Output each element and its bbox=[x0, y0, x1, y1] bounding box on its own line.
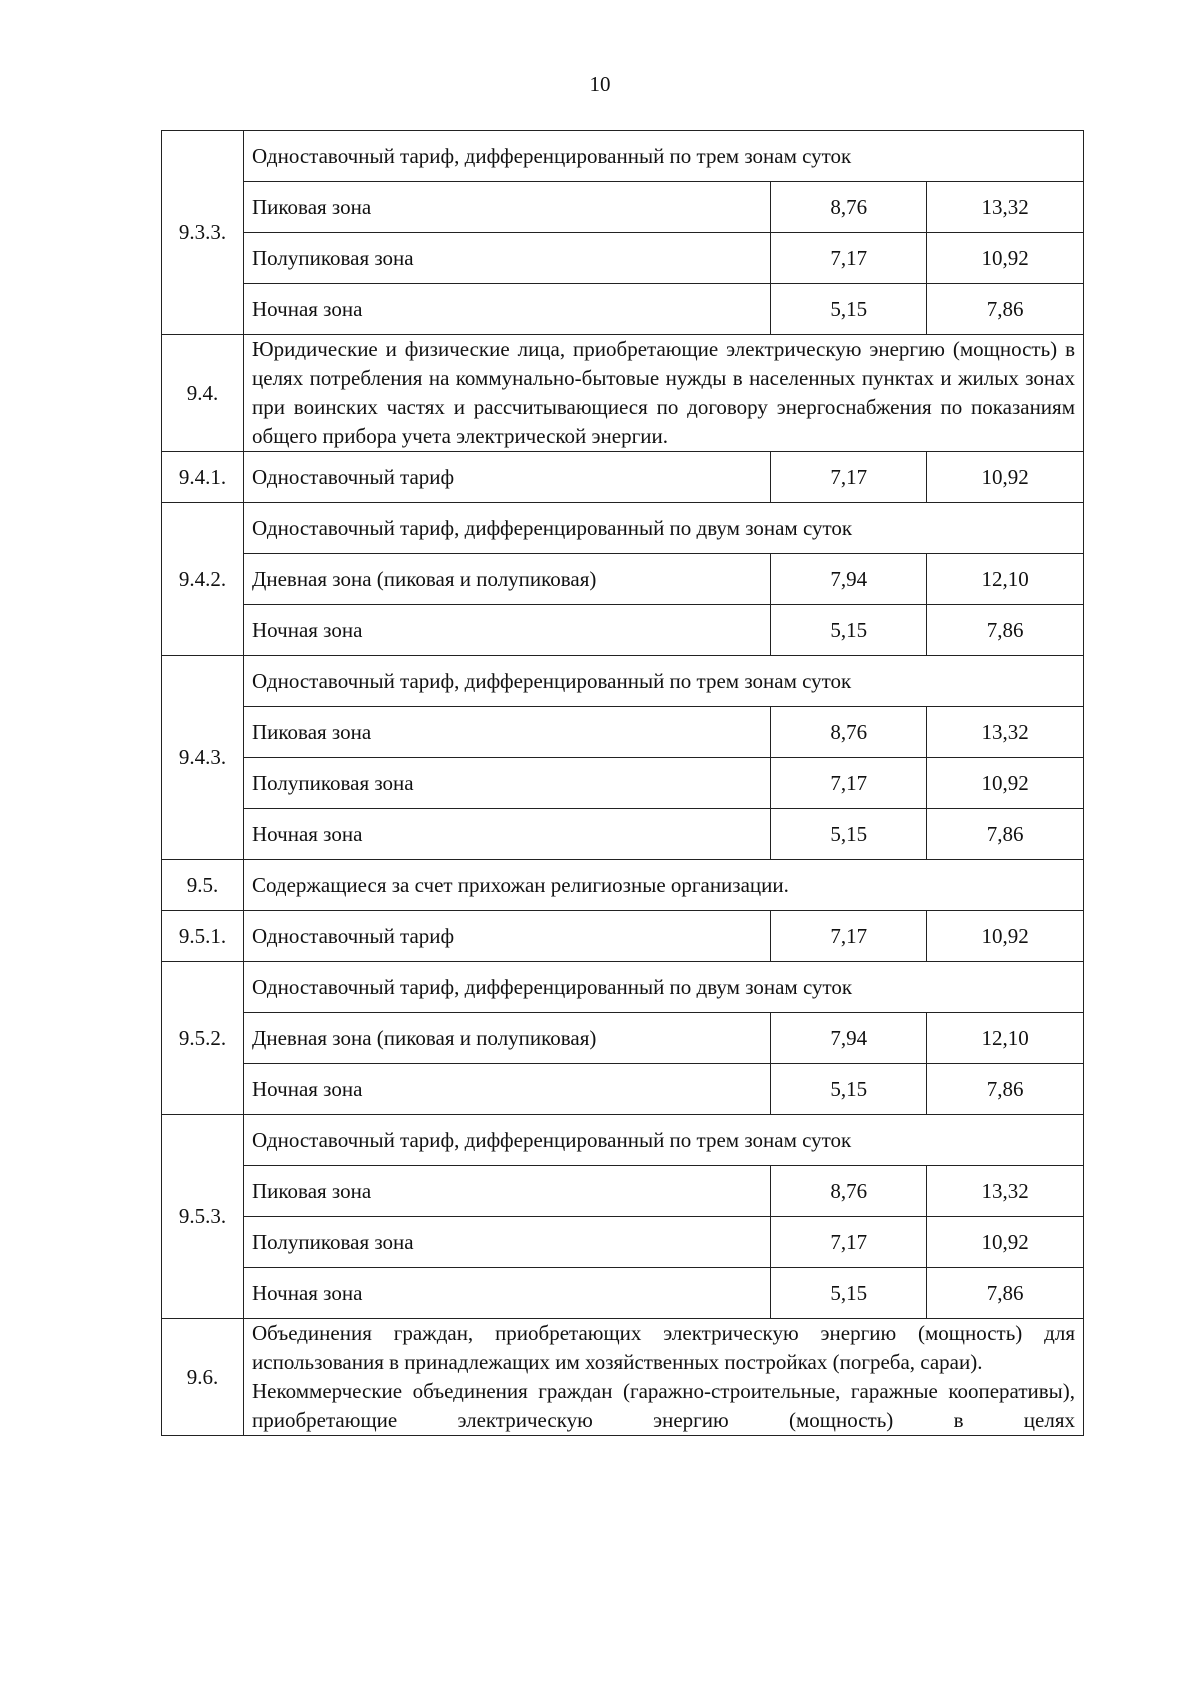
value-cell: 7,86 bbox=[927, 605, 1084, 656]
value-cell: 7,86 bbox=[927, 1064, 1084, 1115]
value-cell: 7,86 bbox=[927, 284, 1084, 335]
row-code: 9.5.1. bbox=[162, 911, 244, 962]
table-row bbox=[162, 233, 1084, 284]
zone-label: Ночная зона bbox=[244, 809, 771, 860]
table-row bbox=[162, 962, 1084, 1013]
page-number: 10 bbox=[589, 72, 611, 96]
value-cell: 13,32 bbox=[927, 182, 1084, 233]
table-row bbox=[162, 758, 1084, 809]
zone-label: Пиковая зона bbox=[244, 707, 771, 758]
category-description: Юридические и физические лица, приобретающие электрическую энергию (мощность) в целях потребления на коммунально-бытовые нужды в населенных пунктах и жилых зонах при воинских частях и рассчитывающиеся по договору энергоснабжения по показаниям общего прибора учета электрической энергии. bbox=[244, 335, 1084, 452]
value-cell: 7,17 bbox=[771, 452, 927, 503]
table-row bbox=[162, 1319, 1084, 1436]
table-row bbox=[162, 1217, 1084, 1268]
table-row bbox=[162, 131, 1084, 182]
zone-label: Пиковая зона bbox=[244, 1166, 771, 1217]
value-cell: 7,17 bbox=[771, 233, 927, 284]
value-cell: 10,92 bbox=[927, 1217, 1084, 1268]
value-cell: 5,15 bbox=[771, 605, 927, 656]
value-cell: 7,86 bbox=[927, 1268, 1084, 1319]
value-cell: 7,17 bbox=[771, 1217, 927, 1268]
value-cell: 13,32 bbox=[927, 1166, 1084, 1217]
tariff-type-label: Одноставочный тариф, дифференцированный по трем зонам суток bbox=[244, 1115, 1084, 1166]
value-cell: 7,94 bbox=[771, 554, 927, 605]
tariff-table bbox=[161, 130, 1084, 1436]
row-code: 9.4.2. bbox=[162, 503, 244, 656]
zone-label: Дневная зона (пиковая и полупиковая) bbox=[244, 1013, 771, 1064]
table-row bbox=[162, 503, 1084, 554]
tariff-type-label: Одноставочный тариф, дифференцированный по трем зонам суток bbox=[244, 131, 1084, 182]
zone-label: Ночная зона bbox=[244, 284, 771, 335]
value-cell: 10,92 bbox=[927, 452, 1084, 503]
description-paragraph: Некоммерческие объединения граждан (гаражно-строительные, гаражные кооперативы), приобретающие электрическую энергию (мощность) в целях bbox=[252, 1379, 1075, 1432]
table-row bbox=[162, 1268, 1084, 1319]
value-cell: 10,92 bbox=[927, 911, 1084, 962]
tariff-type-label: Одноставочный тариф bbox=[244, 452, 771, 503]
zone-label: Дневная зона (пиковая и полупиковая) bbox=[244, 554, 771, 605]
value-cell: 5,15 bbox=[771, 1064, 927, 1115]
table-row bbox=[162, 911, 1084, 962]
zone-label: Полупиковая зона bbox=[244, 758, 771, 809]
row-code: 9.4.1. bbox=[162, 452, 244, 503]
table-row bbox=[162, 335, 1084, 452]
table-row bbox=[162, 1013, 1084, 1064]
value-cell: 7,86 bbox=[927, 809, 1084, 860]
tariff-type-label: Одноставочный тариф, дифференцированный по двум зонам суток bbox=[244, 503, 1084, 554]
table-row bbox=[162, 1064, 1084, 1115]
category-description bbox=[244, 1319, 1084, 1436]
value-cell: 8,76 bbox=[771, 182, 927, 233]
zone-label: Ночная зона bbox=[244, 1064, 771, 1115]
value-cell: 7,17 bbox=[771, 758, 927, 809]
row-code: 9.3.3. bbox=[162, 131, 244, 335]
row-code: 9.6. bbox=[162, 1319, 244, 1436]
zone-label: Ночная зона bbox=[244, 1268, 771, 1319]
value-cell: 7,17 bbox=[771, 911, 927, 962]
zone-label: Полупиковая зона bbox=[244, 233, 771, 284]
value-cell: 10,92 bbox=[927, 758, 1084, 809]
table-row bbox=[162, 707, 1084, 758]
table-row bbox=[162, 452, 1084, 503]
table-row bbox=[162, 1166, 1084, 1217]
table-row bbox=[162, 656, 1084, 707]
table-row bbox=[162, 605, 1084, 656]
table-row bbox=[162, 1115, 1084, 1166]
value-cell: 5,15 bbox=[771, 1268, 927, 1319]
row-code: 9.5.3. bbox=[162, 1115, 244, 1319]
tariff-type-label: Одноставочный тариф bbox=[244, 911, 771, 962]
table-row bbox=[162, 284, 1084, 335]
zone-label: Полупиковая зона bbox=[244, 1217, 771, 1268]
value-cell: 12,10 bbox=[927, 554, 1084, 605]
value-cell: 5,15 bbox=[771, 809, 927, 860]
description-paragraph: Объединения граждан, приобретающих электрическую энергию (мощность) для использования в принадлежащих им хозяйственных постройках (погреба, сараи). bbox=[252, 1321, 1075, 1374]
zone-label: Пиковая зона bbox=[244, 182, 771, 233]
value-cell: 12,10 bbox=[927, 1013, 1084, 1064]
table-row bbox=[162, 554, 1084, 605]
table-row bbox=[162, 860, 1084, 911]
value-cell: 8,76 bbox=[771, 1166, 927, 1217]
table-row bbox=[162, 182, 1084, 233]
value-cell: 5,15 bbox=[771, 284, 927, 335]
tariff-type-label: Одноставочный тариф, дифференцированный по трем зонам суток bbox=[244, 656, 1084, 707]
value-cell: 8,76 bbox=[771, 707, 927, 758]
value-cell: 13,32 bbox=[927, 707, 1084, 758]
zone-label: Ночная зона bbox=[244, 605, 771, 656]
value-cell: 7,94 bbox=[771, 1013, 927, 1064]
row-code: 9.5.2. bbox=[162, 962, 244, 1115]
value-cell: 10,92 bbox=[927, 233, 1084, 284]
tariff-type-label: Одноставочный тариф, дифференцированный по двум зонам суток bbox=[244, 962, 1084, 1013]
table-row bbox=[162, 809, 1084, 860]
row-code: 9.4.3. bbox=[162, 656, 244, 860]
row-code: 9.4. bbox=[162, 335, 244, 452]
category-description: Содержащиеся за счет прихожан религиозные организации. bbox=[244, 860, 1084, 911]
row-code: 9.5. bbox=[162, 860, 244, 911]
